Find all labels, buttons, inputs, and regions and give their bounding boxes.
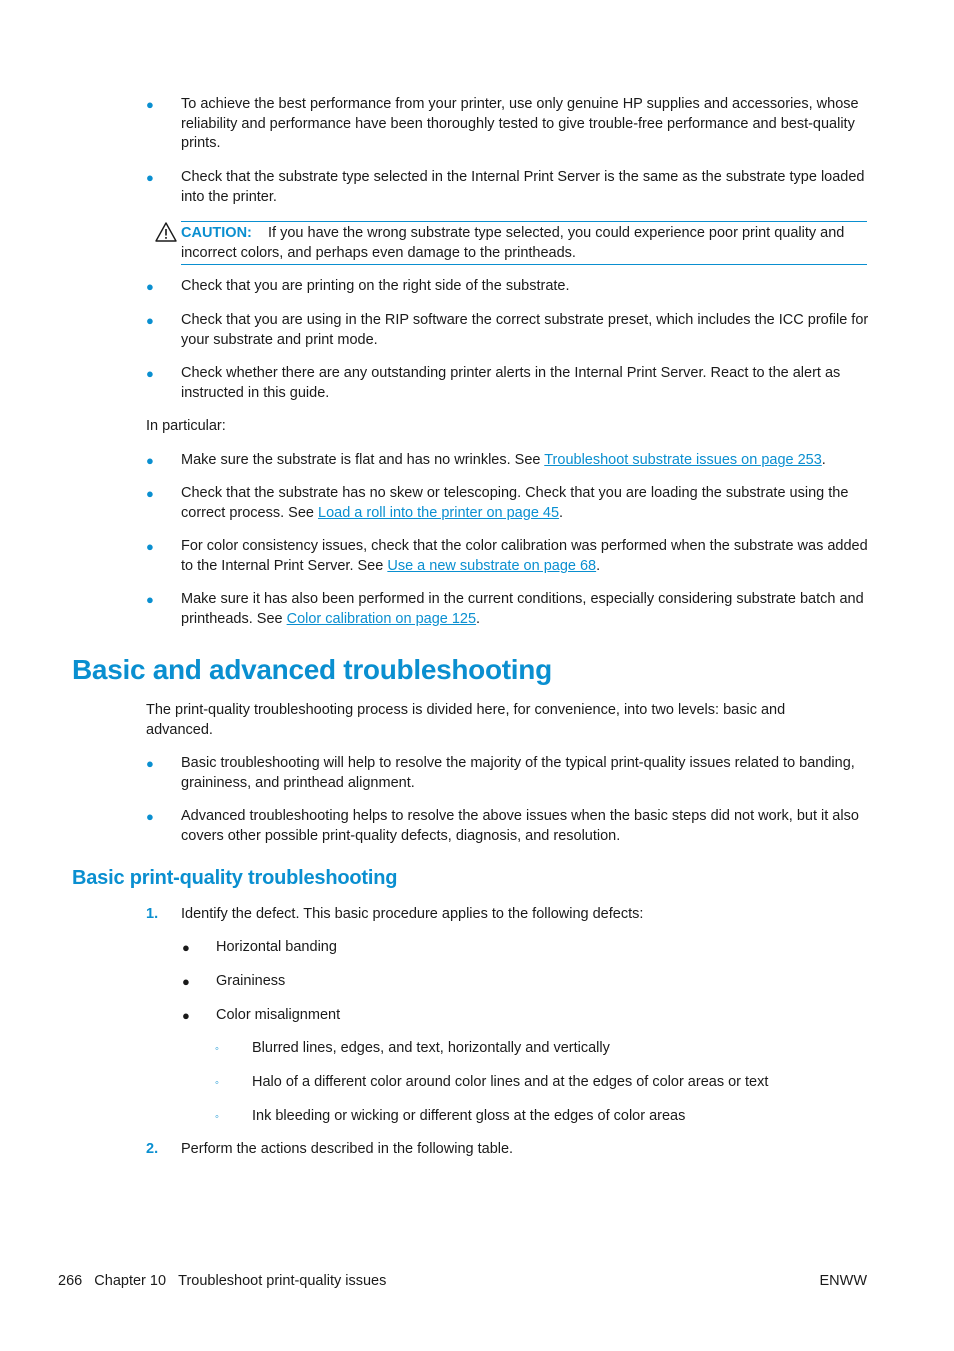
bullet-icon: ● bbox=[146, 170, 154, 185]
footer-right: ENWW bbox=[819, 1273, 867, 1289]
section-intro: The print-quality troubleshooting process is divided here, for convenience, into two levels: basic and advanced. bbox=[146, 702, 786, 738]
list-item bbox=[181, 537, 871, 576]
circle-bullet-icon: ◦ bbox=[215, 1077, 219, 1089]
list-item-punct: . bbox=[559, 504, 564, 521]
list-item: Horizontal banding bbox=[216, 939, 337, 955]
footer-left bbox=[58, 1272, 386, 1292]
list-item bbox=[181, 484, 871, 523]
step-text: Identify the defect. This basic procedure applies to the following defects: bbox=[181, 906, 644, 922]
footer-chapter: Chapter 10 bbox=[94, 1273, 167, 1289]
list-item-text: Make sure the substrate is flat and has no wrinkles. See bbox=[181, 452, 545, 468]
list-item: Check that you are using in the RIP software the correct substrate preset, which includes the ICC profile for your substrate and print mode. bbox=[181, 312, 869, 348]
in-particular-label: In particular: bbox=[146, 418, 226, 434]
bullet-icon: ● bbox=[146, 453, 154, 468]
list-item-punct: . bbox=[596, 557, 601, 574]
warning-triangle-icon bbox=[155, 222, 177, 249]
list-item-text: For color consistency issues, check that the color calibration was performed when the substrate was added to the Internal Print Server. See bbox=[181, 538, 868, 574]
circle-bullet-icon: ◦ bbox=[215, 1043, 219, 1055]
bullet-icon: ● bbox=[182, 940, 190, 955]
bullet-icon: ● bbox=[146, 313, 154, 328]
list-item bbox=[181, 590, 871, 629]
step-number: 1. bbox=[146, 906, 159, 922]
list-item: Advanced troubleshooting helps to resolve the above issues when the basic steps did not work, but it also covers other possible print-quality defects, diagnosis, and resolution. bbox=[181, 808, 859, 844]
link-color-calibration[interactable]: Color calibration on page 125 bbox=[286, 610, 477, 627]
circle-bullet-icon: ◦ bbox=[215, 1111, 219, 1123]
bullet-icon: ● bbox=[182, 1008, 190, 1023]
list-item: Graininess bbox=[216, 973, 286, 989]
step-text: Perform the actions described in the following table. bbox=[181, 1141, 514, 1157]
list-item: Halo of a different color around color lines and at the edges of color areas or text bbox=[252, 1074, 769, 1090]
list-item: Color misalignment bbox=[216, 1007, 341, 1023]
step-number: 2. bbox=[146, 1141, 159, 1157]
list-item: Check that the substrate type selected in the Internal Print Server is the same as the substrate type loaded into the printer. bbox=[181, 169, 865, 205]
list-item: To achieve the best performance from your printer, use only genuine HP supplies and accessories, whose reliability and performance have been thoroughly tested to give trouble-free performance and best-quality prints. bbox=[181, 96, 859, 151]
link-new-substrate[interactable]: Use a new substrate on page 68 bbox=[387, 557, 597, 574]
bullet-icon: ● bbox=[146, 279, 154, 294]
bullet-icon: ● bbox=[146, 592, 154, 607]
list-item: Blurred lines, edges, and text, horizontally and vertically bbox=[252, 1040, 610, 1056]
section-title: Basic and advanced troubleshooting bbox=[72, 654, 552, 685]
link-troubleshoot-substrate[interactable]: Troubleshoot substrate issues on page 253 bbox=[544, 452, 822, 468]
bullet-icon: ● bbox=[182, 974, 190, 989]
list-item bbox=[181, 451, 871, 471]
list-item: Check whether there are any outstanding printer alerts in the Internal Print Server. React to the alert as instructed in this guide. bbox=[181, 365, 841, 401]
list-item-text: Make sure it has also been performed in the current conditions, especially considering substrate batch and printheads. See bbox=[181, 591, 864, 627]
list-item-text: Check that the substrate has no skew or telescoping. Check that you are loading the substrate using the correct process. See bbox=[181, 485, 849, 521]
page-number: 266 bbox=[58, 1273, 83, 1289]
caution-label: CAUTION: bbox=[181, 225, 252, 241]
caution-note bbox=[181, 224, 871, 263]
footer-chapter-title: Troubleshoot print-quality issues bbox=[178, 1273, 387, 1289]
bullet-icon: ● bbox=[146, 486, 154, 501]
bullet-icon: ● bbox=[146, 756, 154, 771]
bullet-icon: ● bbox=[146, 539, 154, 554]
list-item-punct: . bbox=[476, 610, 481, 627]
list-item: Check that you are printing on the right side of the substrate. bbox=[181, 278, 570, 294]
bullet-icon: ● bbox=[146, 366, 154, 381]
link-load-roll[interactable]: Load a roll into the printer on page 45 bbox=[318, 504, 560, 521]
caution-text: If you have the wrong substrate type selected, you could experience poor print quality and incorrect colors, and perhaps even damage to the printheads. bbox=[181, 225, 845, 261]
subsection-title: Basic print-quality troubleshooting bbox=[72, 867, 398, 889]
list-item: Ink bleeding or wicking or different gloss at the edges of color areas bbox=[252, 1108, 686, 1124]
list-item: Basic troubleshooting will help to resolve the majority of the typical print-quality issues related to banding, graininess, and printhead alignment. bbox=[181, 755, 855, 791]
list-item-punct: . bbox=[821, 452, 826, 468]
bullet-icon: ● bbox=[146, 809, 154, 824]
bullet-icon: ● bbox=[146, 97, 154, 112]
